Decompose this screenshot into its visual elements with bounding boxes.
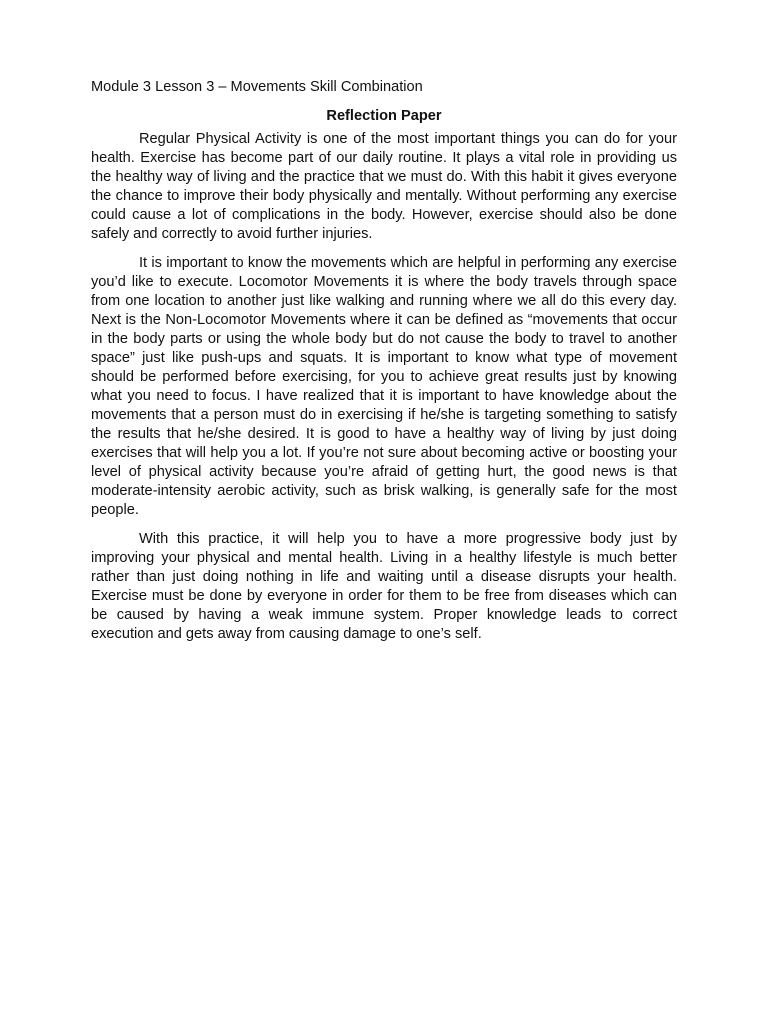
paragraph-3: With this practice, it will help you to have a more progressive body just by improving your physical and mental health. Living in a healthy lifestyle is much better rather than just doing nothing in life and waiting until a disease disrupts your health. Exercise must be done by everyone in order for them to be free from diseases which can be caused by having a weak immune system. Proper knowledge leads to correct execution and gets away from causing damage to one’s self. xyxy=(91,531,677,642)
paper-title: Reflection Paper xyxy=(326,108,442,124)
document-page xyxy=(91,76,677,654)
paragraph-2: It is important to know the movements which are helpful in performing any exercise you’d like to execute. Locomotor Movements it is where the body travels through space from one location to another just like walking and running where we all do this every day. Next is the Non-Locomotor Movements where it can be defined as “movements that occur in the body parts or using the whole body but do not cause the body to travel to another space” just like push-ups and squats. It is important to know what type of movement should be performed before exercising, for you to achieve great results just by knowing what you need to focus. I have realized that it is important to have knowledge about the movements that a person must do in exercising if he/she is targeting something to satisfy the results that he/she desired. It is good to have a healthy way of living by just doing exercises that will help you a lot. If you’re not sure about becoming active or boosting your level of physical activity because you’re afraid of getting hurt, the good news is that moderate-intensity aerobic activity, such as brisk walking, is generally safe for the most people. xyxy=(91,255,677,518)
module-heading: Module 3 Lesson 3 – Movements Skill Combination xyxy=(91,79,423,95)
paragraph-1: Regular Physical Activity is one of the most important things you can do for your health. Exercise has become part of our daily routine. It plays a vital role in providing us the healthy way of living and the practice that we must do. With this habit it gives everyone the chance to improve their body physically and mentally. Without performing any exercise could cause a lot of complications in the body. However, exercise should also be done safely and correctly to avoid further injuries. xyxy=(91,131,677,242)
